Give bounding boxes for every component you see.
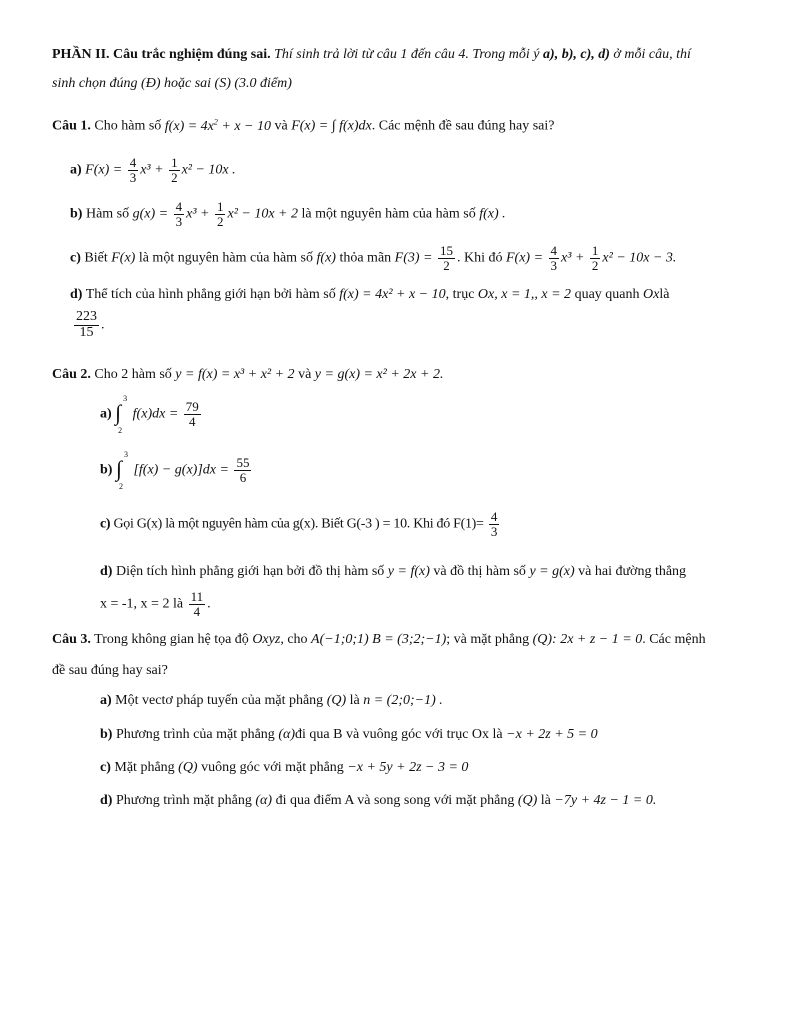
q2-option-c bbox=[100, 510, 501, 538]
q1-d-text-4: là bbox=[659, 287, 670, 302]
q2-text-1: Cho 2 hàm số bbox=[94, 367, 172, 382]
q2-b-expr: [f(x) − g(x)]dx = bbox=[133, 462, 229, 478]
q2-d-answer: x = -1, x = 2 là $\frac{11}{4}$ . bbox=[100, 589, 211, 619]
q1-stem bbox=[52, 117, 554, 135]
instruction-2: ở mỗi câu, thí bbox=[613, 47, 691, 62]
q1-d-function: f(x) = 4x² + x − 10 bbox=[339, 287, 446, 302]
fraction: $\frac{11}{4}$ bbox=[190, 589, 204, 619]
q3-c-Q: (Q) bbox=[178, 760, 198, 775]
section-header bbox=[52, 47, 691, 64]
q3-c-text-1: Mặt phẳng bbox=[114, 760, 175, 775]
q1-function-f: $f(x) = 4x^2 + x - 10$ bbox=[164, 117, 271, 134]
q1-function-F: F(x) = ∫ f(x)dx bbox=[291, 118, 372, 134]
fraction: $\frac{4}{3}$ bbox=[175, 199, 183, 229]
q2-label: Câu 2. bbox=[52, 367, 91, 382]
q3-d-text-2: đi qua điểm A và song song với mặt phẳng bbox=[275, 793, 515, 808]
q3-label: Câu 3. bbox=[52, 632, 91, 647]
part-title: PHẦN II. Câu trắc nghiệm đúng sai. bbox=[52, 47, 271, 62]
q3-d-Q: (Q) bbox=[517, 793, 538, 808]
q3-c-text-2: vuông góc với mặt phẳng bbox=[201, 760, 344, 775]
q1-d-answer: $\frac{223}{15}$ . bbox=[76, 309, 105, 340]
q1-option-c bbox=[70, 244, 676, 272]
q3-d-equation: −7y + 4z − 1 = 0. bbox=[554, 793, 657, 808]
q1-c-Fx: F(x) bbox=[111, 250, 136, 266]
q3-b-label: b) bbox=[100, 727, 113, 742]
q1-a-lhs: F(x) = bbox=[85, 162, 123, 178]
instruction-options: a), b), c), d) bbox=[543, 47, 610, 62]
q2-option-d bbox=[100, 564, 686, 581]
q3-option-b bbox=[100, 727, 598, 744]
q1-b-term: x³ + bbox=[186, 206, 210, 222]
q1-c-text-2: là một nguyên hàm của hàm số bbox=[138, 250, 314, 266]
q1-b-text-2: là một nguyên hàm của hàm số bbox=[301, 206, 476, 222]
q1-a-label: a) bbox=[70, 162, 82, 178]
q2-option-b bbox=[100, 450, 253, 492]
q1-text-3: . Các mệnh đề sau đúng hay sai? bbox=[371, 118, 555, 134]
q1-b-tail: x² − 10x + 2 bbox=[227, 206, 299, 222]
q1-c-tail: x² − 10x − 3. bbox=[602, 250, 677, 266]
q1-c-text-1: Biết bbox=[84, 250, 108, 266]
q3-b-equation: −x + 2z + 5 = 0 bbox=[506, 727, 598, 742]
q2-text-2: và bbox=[298, 367, 312, 382]
q3-oxyz: Oxyz bbox=[252, 632, 281, 647]
q3-a-Q: (Q) bbox=[326, 693, 347, 708]
q3-d-alpha: (α) bbox=[255, 793, 273, 808]
fraction: $\frac{1}{2}$ bbox=[171, 155, 178, 185]
q1-c-fx: f(x) bbox=[316, 250, 336, 266]
q3-option-c bbox=[100, 760, 468, 777]
q1-d-text-3: quay quanh bbox=[574, 287, 640, 302]
q2-c-label: c) bbox=[100, 516, 111, 532]
q1-b-lhs: g(x) = bbox=[132, 206, 169, 222]
q3-option-d bbox=[100, 793, 656, 810]
q2-d-text-3: và hai đường thẳng bbox=[578, 564, 687, 579]
q2-a-label: a) bbox=[100, 406, 112, 422]
q2-function-f: y = f(x) = x³ + x² + 2 bbox=[175, 367, 295, 382]
q1-c-term: x³ + bbox=[561, 250, 585, 266]
q3-text-2: , cho bbox=[280, 632, 308, 647]
integral-sign: 3 ∫ 2 bbox=[115, 394, 128, 436]
fraction: $\frac{1}{2}$ bbox=[216, 199, 224, 229]
q1-d-axis: Ox bbox=[643, 287, 660, 302]
fraction: $\frac{4}{3}$ bbox=[550, 243, 558, 273]
q3-d-text-3: là bbox=[540, 793, 551, 808]
q3-d-label: d) bbox=[100, 793, 113, 808]
q3-b-text-2: đi qua B và vuông góc với trục Ox là bbox=[295, 727, 503, 742]
fraction: $\frac{4}{3}$ bbox=[129, 155, 137, 185]
q3-stem bbox=[52, 632, 706, 649]
q1-b-fx: f(x) . bbox=[479, 206, 506, 222]
q2-b-label: b) bbox=[100, 462, 113, 478]
q1-d-text-1: Thể tích của hình phẳng giới hạn bởi hàm số bbox=[85, 287, 336, 302]
q1-text-2: và bbox=[274, 118, 288, 134]
q1-b-text: Hàm số bbox=[85, 206, 130, 222]
q2-d-text-4: x = -1, x = 2 là bbox=[100, 596, 184, 612]
q1-c-lhs: F(x) = bbox=[506, 250, 544, 266]
q3-option-a bbox=[100, 693, 443, 710]
q2-d-text-1: Diện tích hình phẳng giới hạn bởi đồ thị hàm số bbox=[115, 564, 385, 579]
q3-c-equation: −x + 5y + 2z − 3 = 0 bbox=[347, 760, 469, 775]
q2-stem bbox=[52, 367, 443, 384]
fraction: $\frac{1}{2}$ bbox=[591, 243, 599, 273]
q1-a-tail: x² − 10x . bbox=[181, 162, 236, 178]
fraction: $\frac{79}{4}$ bbox=[185, 399, 199, 429]
q1-c-label: c) bbox=[70, 250, 81, 266]
q3-plane-Q: (Q): 2x + z − 1 = 0 bbox=[532, 632, 643, 647]
q1-option-b bbox=[70, 200, 506, 228]
q3-c-label: c) bbox=[100, 760, 111, 775]
q1-c-F3: F(3) = bbox=[394, 250, 433, 266]
q1-text-1: Cho hàm số bbox=[94, 118, 162, 134]
q1-a-term: x³ + bbox=[140, 162, 164, 178]
q3-a-label: a) bbox=[100, 693, 112, 708]
q1-d-label: d) bbox=[70, 287, 83, 302]
q3-d-text-1: Phương trình mặt phẳng bbox=[115, 793, 252, 808]
instruction-1: Thí sinh trả lời từ câu 1 đến câu 4. Trong mỗi ý bbox=[274, 47, 540, 62]
fraction: $\frac{55}{6}$ bbox=[236, 455, 250, 485]
q3-a-text-1: Một vectơ pháp tuyến của mặt phẳng bbox=[115, 693, 324, 708]
q3-points: A(−1;0;1) B = (3;2;−1) bbox=[311, 632, 447, 647]
q2-function-g: y = g(x) = x² + 2x + 2. bbox=[314, 367, 444, 382]
q3-stem-2: đề sau đúng hay sai? bbox=[52, 663, 168, 678]
q3-a-vector: n = (2;0;−1) . bbox=[363, 693, 443, 708]
instruction-3: sinh chọn đúng (Đ) hoặc sai (S) (3.0 điểm) bbox=[52, 76, 292, 91]
q2-option-a bbox=[100, 394, 203, 436]
q1-c-text-4: . Khi đó bbox=[457, 250, 503, 266]
integral-sign: 3 ∫ 2 bbox=[115, 450, 128, 492]
fraction: $\frac{15}{2}$ bbox=[440, 243, 453, 273]
q2-c-F1: F(1)= bbox=[453, 516, 484, 532]
q3-text-1: Trong không gian hệ tọa độ bbox=[94, 632, 249, 647]
q3-text-4: . Các mệnh bbox=[642, 632, 706, 647]
q1-d-text-2: , trục bbox=[445, 287, 475, 302]
fraction: $\frac{223}{15}$ bbox=[76, 309, 97, 340]
fraction: $\frac{4}{3}$ bbox=[490, 509, 498, 539]
q1-c-text-3: thỏa mãn bbox=[339, 250, 392, 266]
q3-b-text-1: Phương trình của mặt phẳng bbox=[115, 727, 275, 742]
q1-b-label: b) bbox=[70, 206, 83, 222]
q3-b-alpha: (α) bbox=[278, 727, 295, 742]
q1-label: Câu 1. bbox=[52, 118, 91, 134]
q2-d-f: y = f(x) bbox=[387, 564, 430, 579]
q2-c-text: Gọi G(x) là một nguyên hàm của g(x). Biết G(-3 ) = 10. Khi đó bbox=[113, 516, 450, 532]
q1-d-bounds: Ox, x = 1,, x = 2 bbox=[477, 287, 572, 302]
q1-option-d bbox=[70, 287, 669, 304]
q3-text-3: ; và mặt phẳng bbox=[446, 632, 530, 647]
q2-d-text-2: và đồ thị hàm số bbox=[433, 564, 526, 579]
q1-option-a bbox=[70, 156, 236, 184]
q2-d-g: y = g(x) bbox=[529, 564, 575, 579]
q2-a-expr: f(x)dx = bbox=[132, 406, 179, 422]
q3-a-text-2: là bbox=[349, 693, 360, 708]
q2-d-label: d) bbox=[100, 564, 113, 579]
